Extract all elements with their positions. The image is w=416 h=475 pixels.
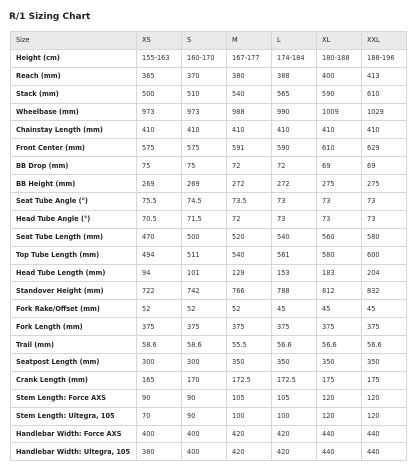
table-cell: 440 xyxy=(362,443,407,461)
table-row xyxy=(11,336,407,354)
table-row xyxy=(11,193,407,211)
row-label: Reach (mm) xyxy=(11,67,137,85)
table-cell: 56.6 xyxy=(317,336,362,354)
table-cell: 73 xyxy=(362,210,407,228)
table-cell: 70.5 xyxy=(137,210,182,228)
table-row xyxy=(11,443,407,461)
table-cell: 56.6 xyxy=(362,336,407,354)
column-header-xl: XL xyxy=(317,32,362,50)
table-cell: 400 xyxy=(182,443,227,461)
table-cell: 410 xyxy=(317,121,362,139)
table-row xyxy=(11,300,407,318)
table-cell: 70 xyxy=(137,407,182,425)
table-cell: 561 xyxy=(272,246,317,264)
table-cell: 52 xyxy=(182,300,227,318)
table-cell: 420 xyxy=(272,443,317,461)
table-cell: 94 xyxy=(137,264,182,282)
table-cell: 350 xyxy=(227,354,272,372)
table-cell: 540 xyxy=(227,85,272,103)
table-cell: 71.5 xyxy=(182,210,227,228)
table-cell: 575 xyxy=(137,139,182,157)
table-cell: 420 xyxy=(272,425,317,443)
table-row xyxy=(11,407,407,425)
table-row xyxy=(11,371,407,389)
table-cell: 440 xyxy=(317,443,362,461)
table-cell: 365 xyxy=(137,67,182,85)
table-row xyxy=(11,49,407,67)
table-cell: 188-196 xyxy=(362,49,407,67)
table-cell: 120 xyxy=(362,389,407,407)
table-cell: 73 xyxy=(272,210,317,228)
row-label: Seat Tube Angle (°) xyxy=(11,193,137,211)
table-cell: 170 xyxy=(182,371,227,389)
table-cell: 610 xyxy=(362,85,407,103)
table-row xyxy=(11,282,407,300)
table-cell: 100 xyxy=(227,407,272,425)
table-row xyxy=(11,85,407,103)
table-cell: 500 xyxy=(137,85,182,103)
table-cell: 788 xyxy=(272,282,317,300)
table-cell: 55.5 xyxy=(227,336,272,354)
table-cell: 410 xyxy=(137,121,182,139)
table-cell: 1029 xyxy=(362,103,407,121)
row-label: Head Tube Length (mm) xyxy=(11,264,137,282)
table-cell: 73 xyxy=(272,193,317,211)
table-cell: 175 xyxy=(317,371,362,389)
table-cell: 591 xyxy=(227,139,272,157)
table-row xyxy=(11,264,407,282)
table-cell: 300 xyxy=(137,354,182,372)
table-cell: 580 xyxy=(317,246,362,264)
table-cell: 75 xyxy=(182,157,227,175)
table-cell: 75.5 xyxy=(137,193,182,211)
table-cell: 72 xyxy=(272,157,317,175)
row-label: Chainstay Length (mm) xyxy=(11,121,137,139)
table-cell: 560 xyxy=(317,228,362,246)
table-cell: 400 xyxy=(137,425,182,443)
table-cell: 300 xyxy=(182,354,227,372)
table-cell: 75 xyxy=(137,157,182,175)
table-cell: 413 xyxy=(362,67,407,85)
table-row xyxy=(11,425,407,443)
table-cell: 52 xyxy=(227,300,272,318)
table-row xyxy=(11,246,407,264)
header-row xyxy=(11,32,407,50)
table-cell: 540 xyxy=(272,228,317,246)
table-cell: 45 xyxy=(272,300,317,318)
table-cell: 69 xyxy=(317,157,362,175)
table-cell: 410 xyxy=(182,121,227,139)
table-cell: 410 xyxy=(227,121,272,139)
table-cell: 120 xyxy=(317,407,362,425)
column-header-xs: XS xyxy=(137,32,182,50)
column-header-xxl: XXL xyxy=(362,32,407,50)
table-cell: 375 xyxy=(272,318,317,336)
table-cell: 129 xyxy=(227,264,272,282)
table-cell: 540 xyxy=(227,246,272,264)
table-cell: 470 xyxy=(137,228,182,246)
table-cell: 565 xyxy=(272,85,317,103)
row-label: Stem Length: Force AXS xyxy=(11,389,137,407)
table-cell: 812 xyxy=(317,282,362,300)
table-cell: 204 xyxy=(362,264,407,282)
row-label: Stack (mm) xyxy=(11,85,137,103)
table-cell: 973 xyxy=(137,103,182,121)
table-row xyxy=(11,318,407,336)
table-cell: 629 xyxy=(362,139,407,157)
table-cell: 172.5 xyxy=(227,371,272,389)
table-row xyxy=(11,210,407,228)
table-cell: 742 xyxy=(182,282,227,300)
row-label: Seat Tube Length (mm) xyxy=(11,228,137,246)
table-cell: 90 xyxy=(182,389,227,407)
table-cell: 105 xyxy=(227,389,272,407)
table-cell: 350 xyxy=(272,354,317,372)
column-header-size: Size xyxy=(11,32,137,50)
row-label: Fork Rake/Offset (mm) xyxy=(11,300,137,318)
table-cell: 440 xyxy=(317,425,362,443)
table-cell: 420 xyxy=(227,443,272,461)
column-header-m: M xyxy=(227,32,272,50)
table-cell: 72 xyxy=(227,157,272,175)
row-label: Handlebar Width: Force AXS xyxy=(11,425,137,443)
table-cell: 380 xyxy=(227,67,272,85)
table-cell: 350 xyxy=(317,354,362,372)
table-cell: 410 xyxy=(272,121,317,139)
table-cell: 153 xyxy=(272,264,317,282)
table-cell: 420 xyxy=(227,425,272,443)
table-cell: 350 xyxy=(362,354,407,372)
table-cell: 766 xyxy=(227,282,272,300)
table-cell: 494 xyxy=(137,246,182,264)
table-cell: 275 xyxy=(317,175,362,193)
table-cell: 120 xyxy=(317,389,362,407)
table-cell: 375 xyxy=(362,318,407,336)
row-label: Front Center (mm) xyxy=(11,139,137,157)
table-cell: 175 xyxy=(362,371,407,389)
table-cell: 375 xyxy=(227,318,272,336)
table-cell: 160-170 xyxy=(182,49,227,67)
row-label: Head Tube Angle (°) xyxy=(11,210,137,228)
table-cell: 52 xyxy=(137,300,182,318)
table-cell: 90 xyxy=(182,407,227,425)
table-row xyxy=(11,67,407,85)
table-cell: 269 xyxy=(137,175,182,193)
row-label: Seatpost Length (mm) xyxy=(11,354,137,372)
table-cell: 275 xyxy=(362,175,407,193)
table-row xyxy=(11,354,407,372)
table-cell: 973 xyxy=(182,103,227,121)
table-cell: 269 xyxy=(182,175,227,193)
table-cell: 410 xyxy=(362,121,407,139)
page-title: R/1 Sizing Chart xyxy=(9,12,91,22)
row-label: Wheelbase (mm) xyxy=(11,103,137,121)
table-cell: 167-177 xyxy=(227,49,272,67)
table-cell: 380 xyxy=(137,443,182,461)
table-cell: 722 xyxy=(137,282,182,300)
table-cell: 69 xyxy=(362,157,407,175)
row-label: Height (cm) xyxy=(11,49,137,67)
table-cell: 90 xyxy=(137,389,182,407)
row-label: BB Height (mm) xyxy=(11,175,137,193)
table-row xyxy=(11,389,407,407)
table-cell: 174-184 xyxy=(272,49,317,67)
table-cell: 105 xyxy=(272,389,317,407)
table-cell: 510 xyxy=(182,85,227,103)
table-cell: 375 xyxy=(137,318,182,336)
row-label: Top Tube Length (mm) xyxy=(11,246,137,264)
table-cell: 183 xyxy=(317,264,362,282)
row-label: BB Drop (mm) xyxy=(11,157,137,175)
table-cell: 73.5 xyxy=(227,193,272,211)
table-cell: 610 xyxy=(317,139,362,157)
table-cell: 832 xyxy=(362,282,407,300)
table-cell: 990 xyxy=(272,103,317,121)
table-row xyxy=(11,139,407,157)
table-cell: 45 xyxy=(362,300,407,318)
table-cell: 500 xyxy=(182,228,227,246)
row-label: Crank Length (mm) xyxy=(11,371,137,389)
table-cell: 375 xyxy=(317,318,362,336)
table-cell: 440 xyxy=(362,425,407,443)
row-label: Standover Height (mm) xyxy=(11,282,137,300)
column-header-l: L xyxy=(272,32,317,50)
table-cell: 120 xyxy=(362,407,407,425)
table-row xyxy=(11,103,407,121)
table-cell: 100 xyxy=(272,407,317,425)
table-cell: 988 xyxy=(227,103,272,121)
row-label: Stem Length: Ultegra, 105 xyxy=(11,407,137,425)
table-cell: 172.5 xyxy=(272,371,317,389)
table-cell: 580 xyxy=(362,228,407,246)
row-label: Fork Length (mm) xyxy=(11,318,137,336)
table-cell: 272 xyxy=(272,175,317,193)
table-cell: 575 xyxy=(182,139,227,157)
table-cell: 511 xyxy=(182,246,227,264)
table-cell: 45 xyxy=(317,300,362,318)
table-cell: 388 xyxy=(272,67,317,85)
table-cell: 165 xyxy=(137,371,182,389)
row-label: Trail (mm) xyxy=(11,336,137,354)
table-row xyxy=(11,157,407,175)
table-cell: 600 xyxy=(362,246,407,264)
table-cell: 73 xyxy=(362,193,407,211)
sizing-table-header xyxy=(11,32,407,50)
row-label: Handlebar Width: Ultegra, 105 xyxy=(11,443,137,461)
table-cell: 590 xyxy=(272,139,317,157)
table-cell: 590 xyxy=(317,85,362,103)
table-cell: 370 xyxy=(182,67,227,85)
table-cell: 375 xyxy=(182,318,227,336)
table-cell: 520 xyxy=(227,228,272,246)
table-cell: 73 xyxy=(317,210,362,228)
table-row xyxy=(11,121,407,139)
table-cell: 180-188 xyxy=(317,49,362,67)
table-cell: 400 xyxy=(182,425,227,443)
table-cell: 58.6 xyxy=(182,336,227,354)
table-cell: 73 xyxy=(317,193,362,211)
table-cell: 400 xyxy=(317,67,362,85)
table-cell: 1009 xyxy=(317,103,362,121)
column-header-s: S xyxy=(182,32,227,50)
table-row xyxy=(11,228,407,246)
table-cell: 155-163 xyxy=(137,49,182,67)
table-row xyxy=(11,175,407,193)
table-cell: 72 xyxy=(227,210,272,228)
table-cell: 272 xyxy=(227,175,272,193)
table-cell: 58.6 xyxy=(137,336,182,354)
table-cell: 101 xyxy=(182,264,227,282)
table-cell: 56.6 xyxy=(272,336,317,354)
sizing-table-body xyxy=(11,49,407,460)
table-cell: 74.5 xyxy=(182,193,227,211)
sizing-table xyxy=(10,31,407,461)
